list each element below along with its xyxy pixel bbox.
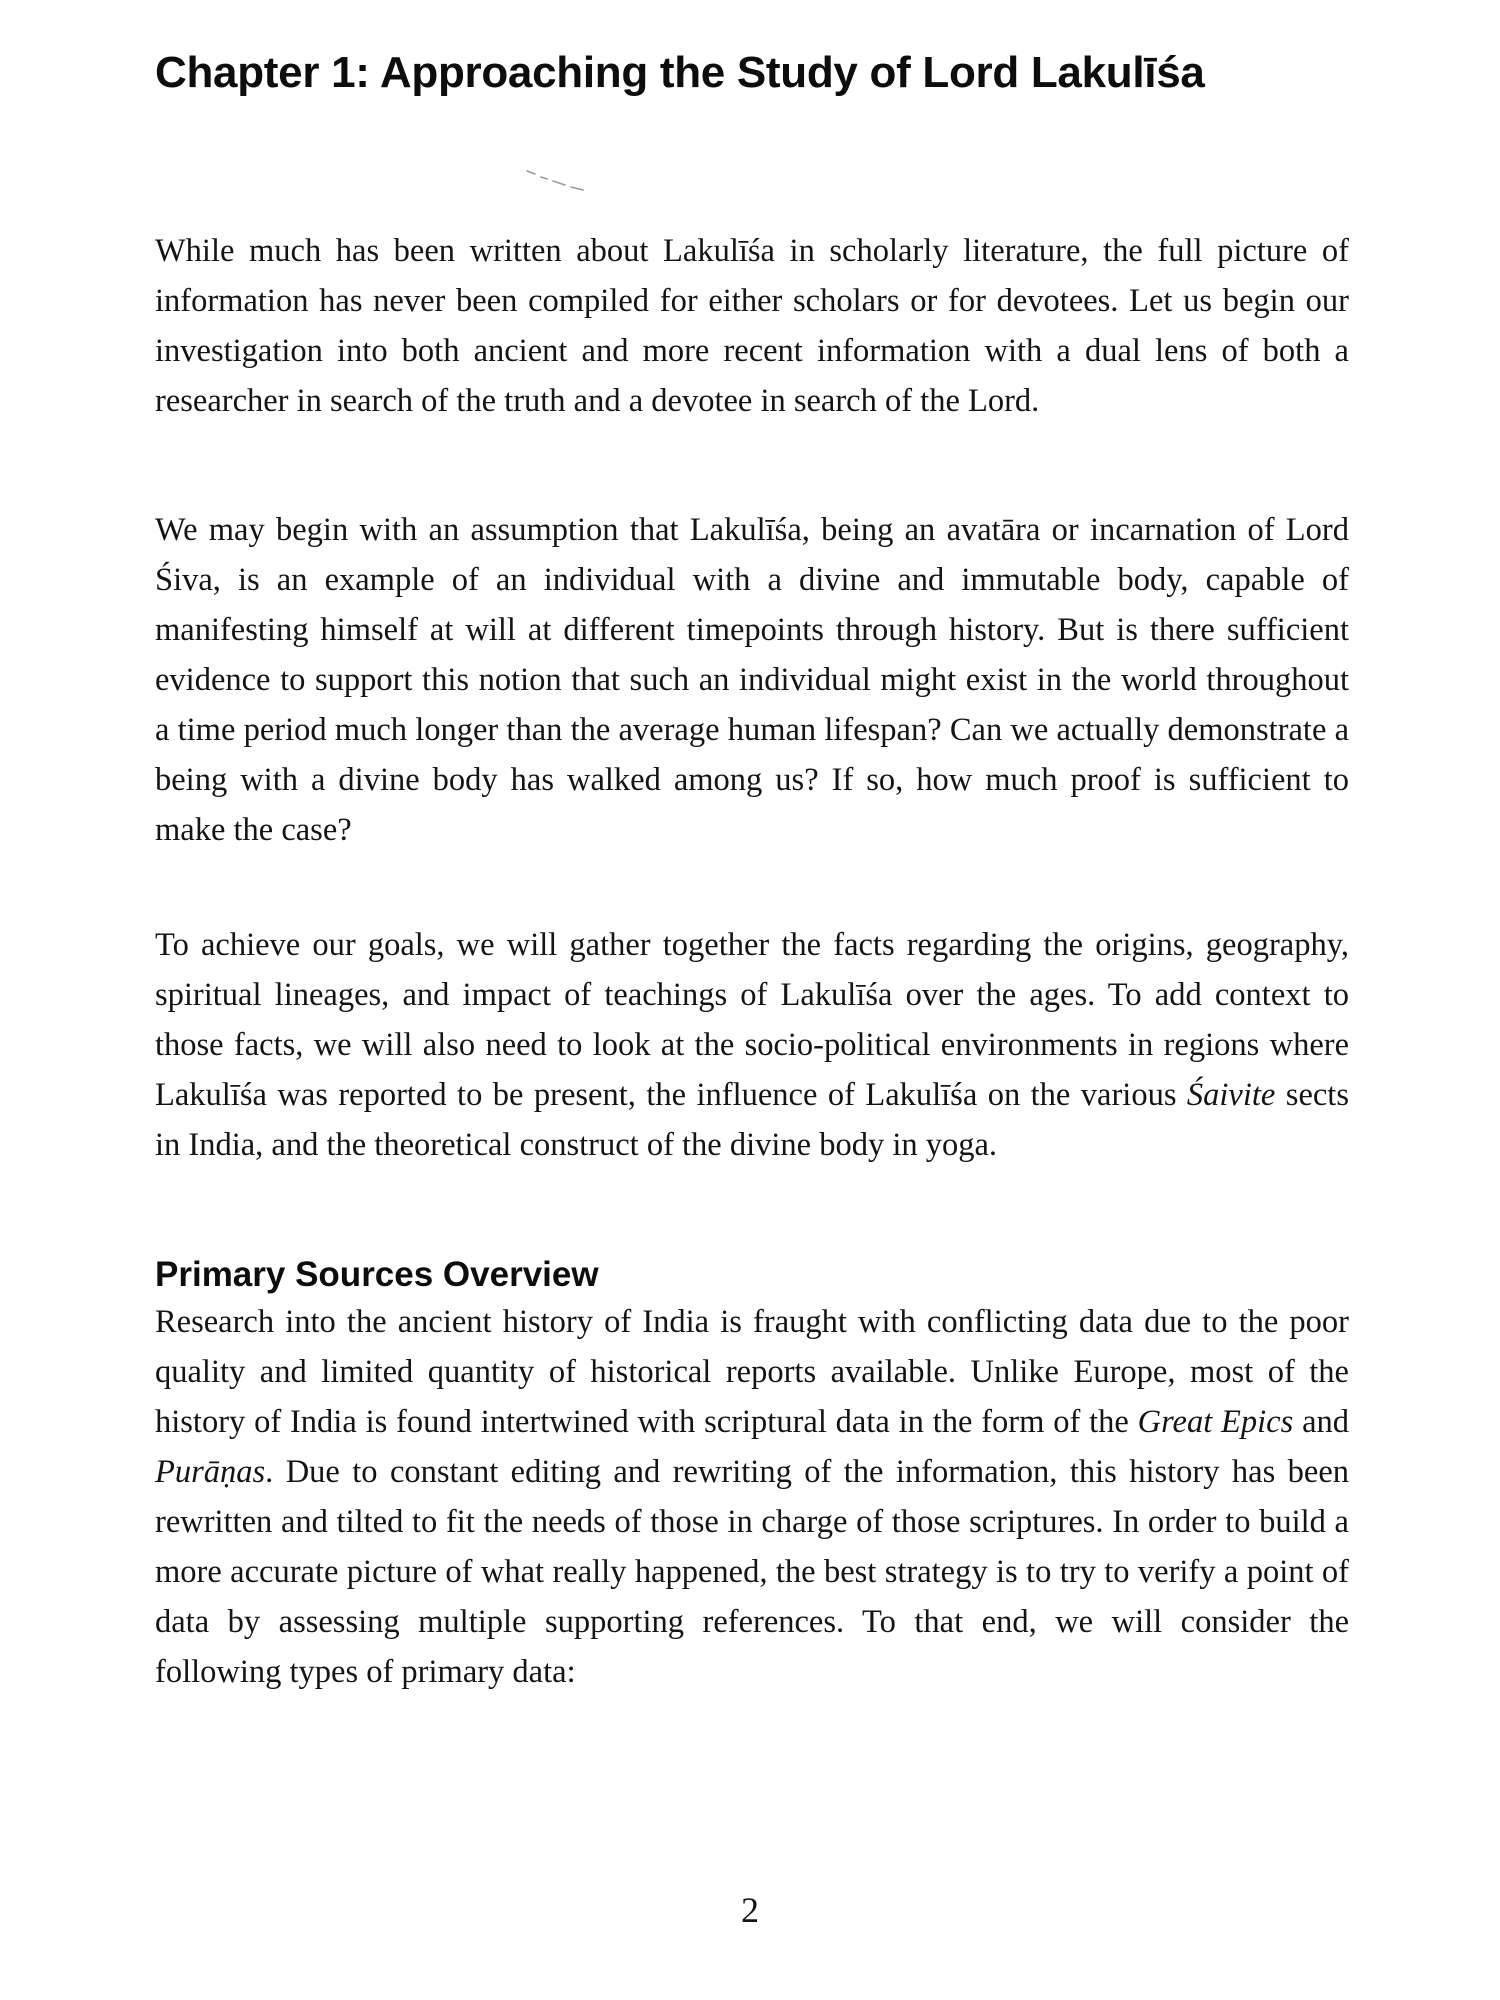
scan-artifact-mark (525, 168, 587, 192)
italic-term-puranas: Purāṇas (155, 1454, 266, 1490)
paragraph-goals (155, 920, 1349, 1170)
section-heading-primary-sources: Primary Sources Overview (155, 1255, 599, 1294)
italic-term-great-epics: Great Epics (1137, 1404, 1294, 1440)
paragraph-intro (155, 226, 1349, 426)
paragraph-assumption (155, 505, 1349, 855)
chapter-title: Chapter 1: Approaching the Study of Lord Lakulīśa (155, 48, 1205, 97)
paragraph-primary-sources (155, 1297, 1349, 1697)
paragraph-segment: . Due to constant editing and rewriting of the information, this history has been rewritten and tilted to fit the needs of those in charge of those scriptures. In order to build a more accurate picture of what really happened, the best strategy is to try to verify a point of data by assessing multiple supporting references. To that end, we will consider the following types of primary data: (155, 1454, 1349, 1690)
paragraph-segment: We may begin with an assumption that Lakulīśa, being an avatāra or incarnation of Lord Śiva, is an example of an individual with a divine and immutable body, capable of manifesting himself at will at different timepoints through history. But is there sufficient evidence to support this notion that such an individual might exist in the world throughout a time period much longer than the average human lifespan? Can we actually demonstrate a being with a divine body has walked among us? If so, how much proof is sufficient to make the case? (155, 512, 1349, 848)
paragraph-segment: Research into the ancient history of India is fraught with conflicting data due to the poor quality and limited quantity of historical reports available. Unlike Europe, most of the history of India is found intertwined with scriptural data in the form of the (155, 1304, 1349, 1440)
italic-term-saivite: Śaivite (1186, 1077, 1276, 1113)
paragraph-segment: While much has been written about Lakulīśa in scholarly literature, the full picture of information has never been compiled for either scholars or for devotees. Let us begin our investigation into both ancient and more recent information with a dual lens of both a researcher in search of the truth and a devotee in search of the Lord. (155, 233, 1349, 419)
paragraph-segment: To achieve our goals, we will gather together the facts regarding the origins, geography, spiritual lineages, and impact of teachings of Lakulīśa over the ages. To add context to those facts, we will also need to look at the socio-political environments in regions where Lakulīśa was reported to be present, the influence of Lakulīśa on the various (155, 927, 1349, 1113)
paragraph-segment: sects in India, and the theoretical construct of the divine body in yoga. (155, 1077, 1349, 1163)
page-number: 2 (741, 1890, 759, 1930)
paragraph-segment: and (1293, 1404, 1349, 1440)
